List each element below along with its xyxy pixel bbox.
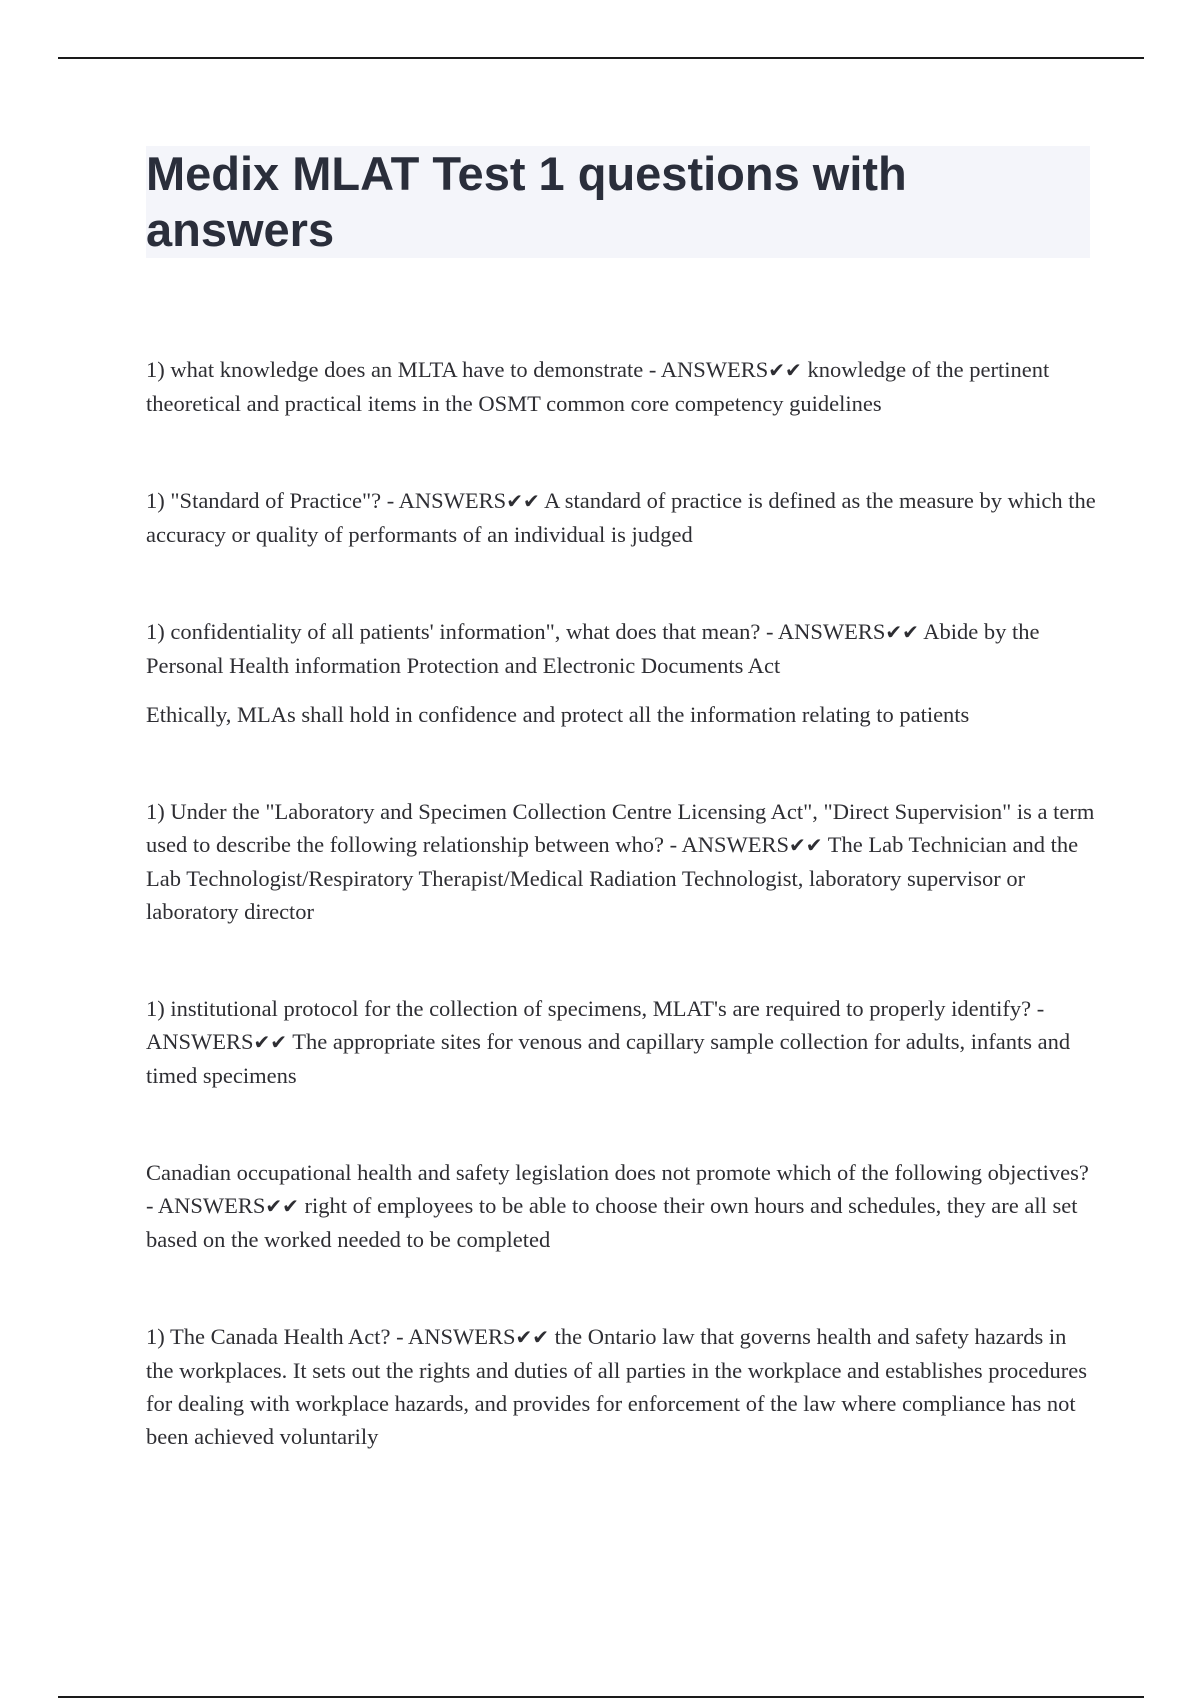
question-text: 1) institutional protocol for the collection of specimens, MLAT's are required to properly identify? — [146, 996, 1032, 1021]
separator: - — [760, 619, 778, 644]
separator: - — [643, 357, 661, 382]
question-text: 1) what knowledge does an MLTA have to demonstrate — [146, 357, 644, 382]
answer-text: right of employees to be able to choose their own hours and schedules, they are all set based on the worked needed to be completed — [146, 1193, 1078, 1252]
check-icon: ✔✔ — [253, 1030, 288, 1054]
check-icon: ✔✔ — [265, 1194, 299, 1218]
answer-text: The Lab Technician and the Lab Technologist/Respiratory Therapist/Medical Radiation Technologist, laboratory supervisor or laboratory director — [146, 832, 1079, 924]
answer-text: The appropriate sites for venous and capillary sample collection for adults, infants and timed specimens — [146, 1029, 1071, 1088]
separator: - — [1031, 996, 1045, 1021]
document-title: Medix MLAT Test 1 questions with answers — [146, 147, 907, 256]
answer-label: ANSWERS — [146, 1029, 254, 1054]
qa-entry-3-continuation: Ethically, MLAs shall hold in confidence and protect all the information relating to patients — [146, 702, 970, 727]
question-text: 1) Under the "Laboratory and Specimen Collection Centre Licensing Act", "Direct Supervision" is a term used to describe the following relationship between who? — [146, 799, 1095, 857]
qa-entry-2 — [146, 484, 1096, 551]
check-icon: ✔✔ — [768, 358, 802, 382]
top-divider — [58, 57, 1144, 59]
answer-label: ANSWERS — [408, 1324, 516, 1349]
answer-label: ANSWERS — [398, 488, 507, 513]
question-text: 1) The Canada Health Act? — [146, 1324, 391, 1349]
answer-text: knowledge of the pertinent theoretical and practical items in the OSMT common core competency guidelines — [146, 357, 1050, 416]
separator: - — [390, 1324, 409, 1349]
question-text: 1) confidentiality of all patients' information", what does that mean? — [146, 619, 761, 644]
separator: - — [146, 1193, 158, 1218]
qa-entry-3 — [146, 615, 1096, 682]
bottom-divider — [58, 1696, 1144, 1698]
answer-text: the Ontario law that governs health and safety hazards in the workplaces. It sets out the rights and duties of all parties in the workplace and establishes procedures for dealing with workplace hazards, and provides for enforcement of the law where compliance has not been achieved voluntarily — [146, 1324, 1087, 1449]
answer-label: ANSWERS — [660, 357, 769, 382]
check-icon: ✔✔ — [885, 620, 919, 644]
qa-list — [146, 353, 1096, 1453]
question-text: Canadian occupational health and safety legislation does not promote which of the following objectives? — [146, 1160, 1089, 1185]
answer-text: A standard of practice is defined as the measure by which the accuracy or quality of performants of an individual is judged — [146, 488, 1096, 547]
qa-entry-5 — [146, 992, 1096, 1092]
answer-label: ANSWERS — [681, 832, 790, 857]
answer-label: ANSWERS — [157, 1193, 266, 1218]
separator: - — [381, 488, 399, 513]
qa-entry-1 — [146, 353, 1096, 420]
qa-entry-4 — [146, 795, 1096, 928]
check-icon: ✔✔ — [789, 833, 823, 857]
check-icon: ✔✔ — [506, 489, 540, 513]
separator: - — [663, 832, 682, 857]
answer-text: Abide by the Personal Health information Protection and Electronic Documents Act — [146, 619, 1040, 678]
qa-entry-6 — [146, 1156, 1096, 1256]
answer-label: ANSWERS — [777, 619, 886, 644]
check-icon: ✔✔ — [515, 1325, 550, 1349]
question-text: 1) "Standard of Practice"? — [146, 488, 382, 513]
qa-entry-7 — [146, 1320, 1096, 1453]
